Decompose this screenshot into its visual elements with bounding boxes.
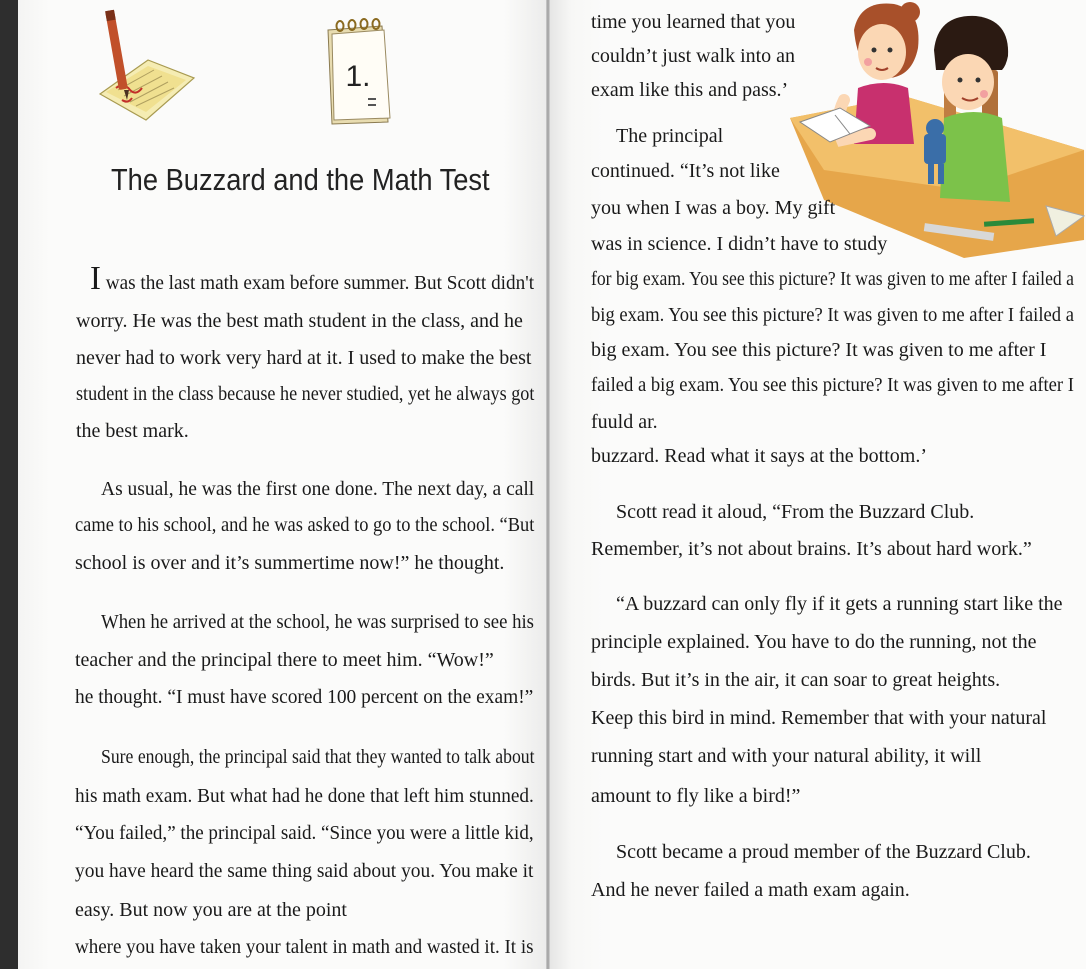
text-line: teacher and the principal there to meet him. “Wow!” — [75, 649, 494, 671]
text-line: school is over and it’s summertime now!” he thought. — [75, 552, 505, 574]
text-line: running start and with your natural ability, it will — [591, 745, 982, 767]
right-page — [550, 0, 1086, 969]
text-line: When he arrived at the school, he was surprised to see his — [101, 611, 534, 633]
text-line: Scott read it aloud, “From the Buzzard Club. — [616, 501, 975, 523]
text-line: And he never failed a math exam again. — [591, 879, 910, 901]
text-line: his math exam. But what had he done that left him stunned. — [75, 785, 534, 807]
text-line: easy. But now you are at the point — [75, 899, 347, 921]
page-title: The Buzzard and the Math Test — [111, 162, 490, 197]
left-page — [18, 0, 546, 969]
text-line: birds. But it’s in the air, it can soar to great heights. — [591, 669, 1001, 691]
text-line: buzzard. Read what it says at the bottom.’ — [591, 445, 928, 467]
drop-cap: I — [90, 260, 101, 297]
text-line: the best mark. — [76, 420, 189, 442]
text-line — [90, 260, 535, 297]
text-line: continued. “It’s not like — [591, 160, 780, 182]
text-line: for big exam. You see this picture? It was given to me after I failed a — [591, 268, 1074, 290]
text-line: he thought. “I must have scored 100 percent on the exam!” — [75, 686, 534, 708]
children-studying-illustration — [784, 0, 1086, 262]
text-line: As usual, he was the first one done. The next day, a call — [101, 478, 535, 500]
text-line: exam like this and pass.’ — [591, 79, 789, 101]
text-line: worry. He was the best math student in the class, and he — [76, 310, 523, 332]
text-line: principle explained. You have to do the running, not the — [591, 631, 1037, 653]
text-line: came to his school, and he was asked to go to the school. “But — [75, 514, 535, 536]
text-line: Scott became a proud member of the Buzzard Club. — [616, 841, 1031, 863]
text-line: where you have taken your talent in math and wasted it. It is — [75, 936, 534, 958]
text-line: big exam. You see this picture? It was given to me after I failed a — [591, 304, 1074, 326]
text-line: Keep this bird in mind. Remember that with your natural — [591, 707, 1047, 729]
text-line: fuuld ar. — [591, 411, 658, 433]
text-line: big exam. You see this picture? It was given to me after I — [591, 339, 1047, 361]
exam-paper-pen-icon — [96, 8, 200, 126]
calendar-page-icon — [324, 18, 398, 126]
text-line: couldn’t just walk into an — [591, 45, 796, 67]
text-line: “A buzzard can only fly if it gets a running start like the — [616, 593, 1063, 615]
text-line: student in the class because he never studied, yet he always got — [76, 383, 535, 405]
text-line: time you learned that you — [591, 11, 796, 33]
text-line: amount to fly like a bird!” — [591, 785, 801, 807]
text-line: Sure enough, the principal said that they wanted to talk about — [101, 746, 535, 768]
text-line: you when I was a boy. My gift — [591, 197, 836, 219]
text-line: failed a big exam. You see this picture? It was given to me after I — [591, 374, 1074, 396]
text-line: was in science. I didn’t have to study — [591, 233, 888, 255]
text-line: Remember, it’s not about brains. It’s about hard work.” — [591, 538, 1032, 560]
text-line-content: was the last math exam before summer. But Scott didn't — [105, 272, 535, 294]
chapter-number: 1. — [345, 60, 371, 93]
text-line: “You failed,” the principal said. “Since you were a little kid, — [75, 822, 534, 844]
text-line: you have heard the same thing said about you. You make it — [75, 860, 534, 882]
text-line: The principal — [616, 125, 724, 147]
text-line: never had to work very hard at it. I used to make the best — [76, 347, 532, 369]
